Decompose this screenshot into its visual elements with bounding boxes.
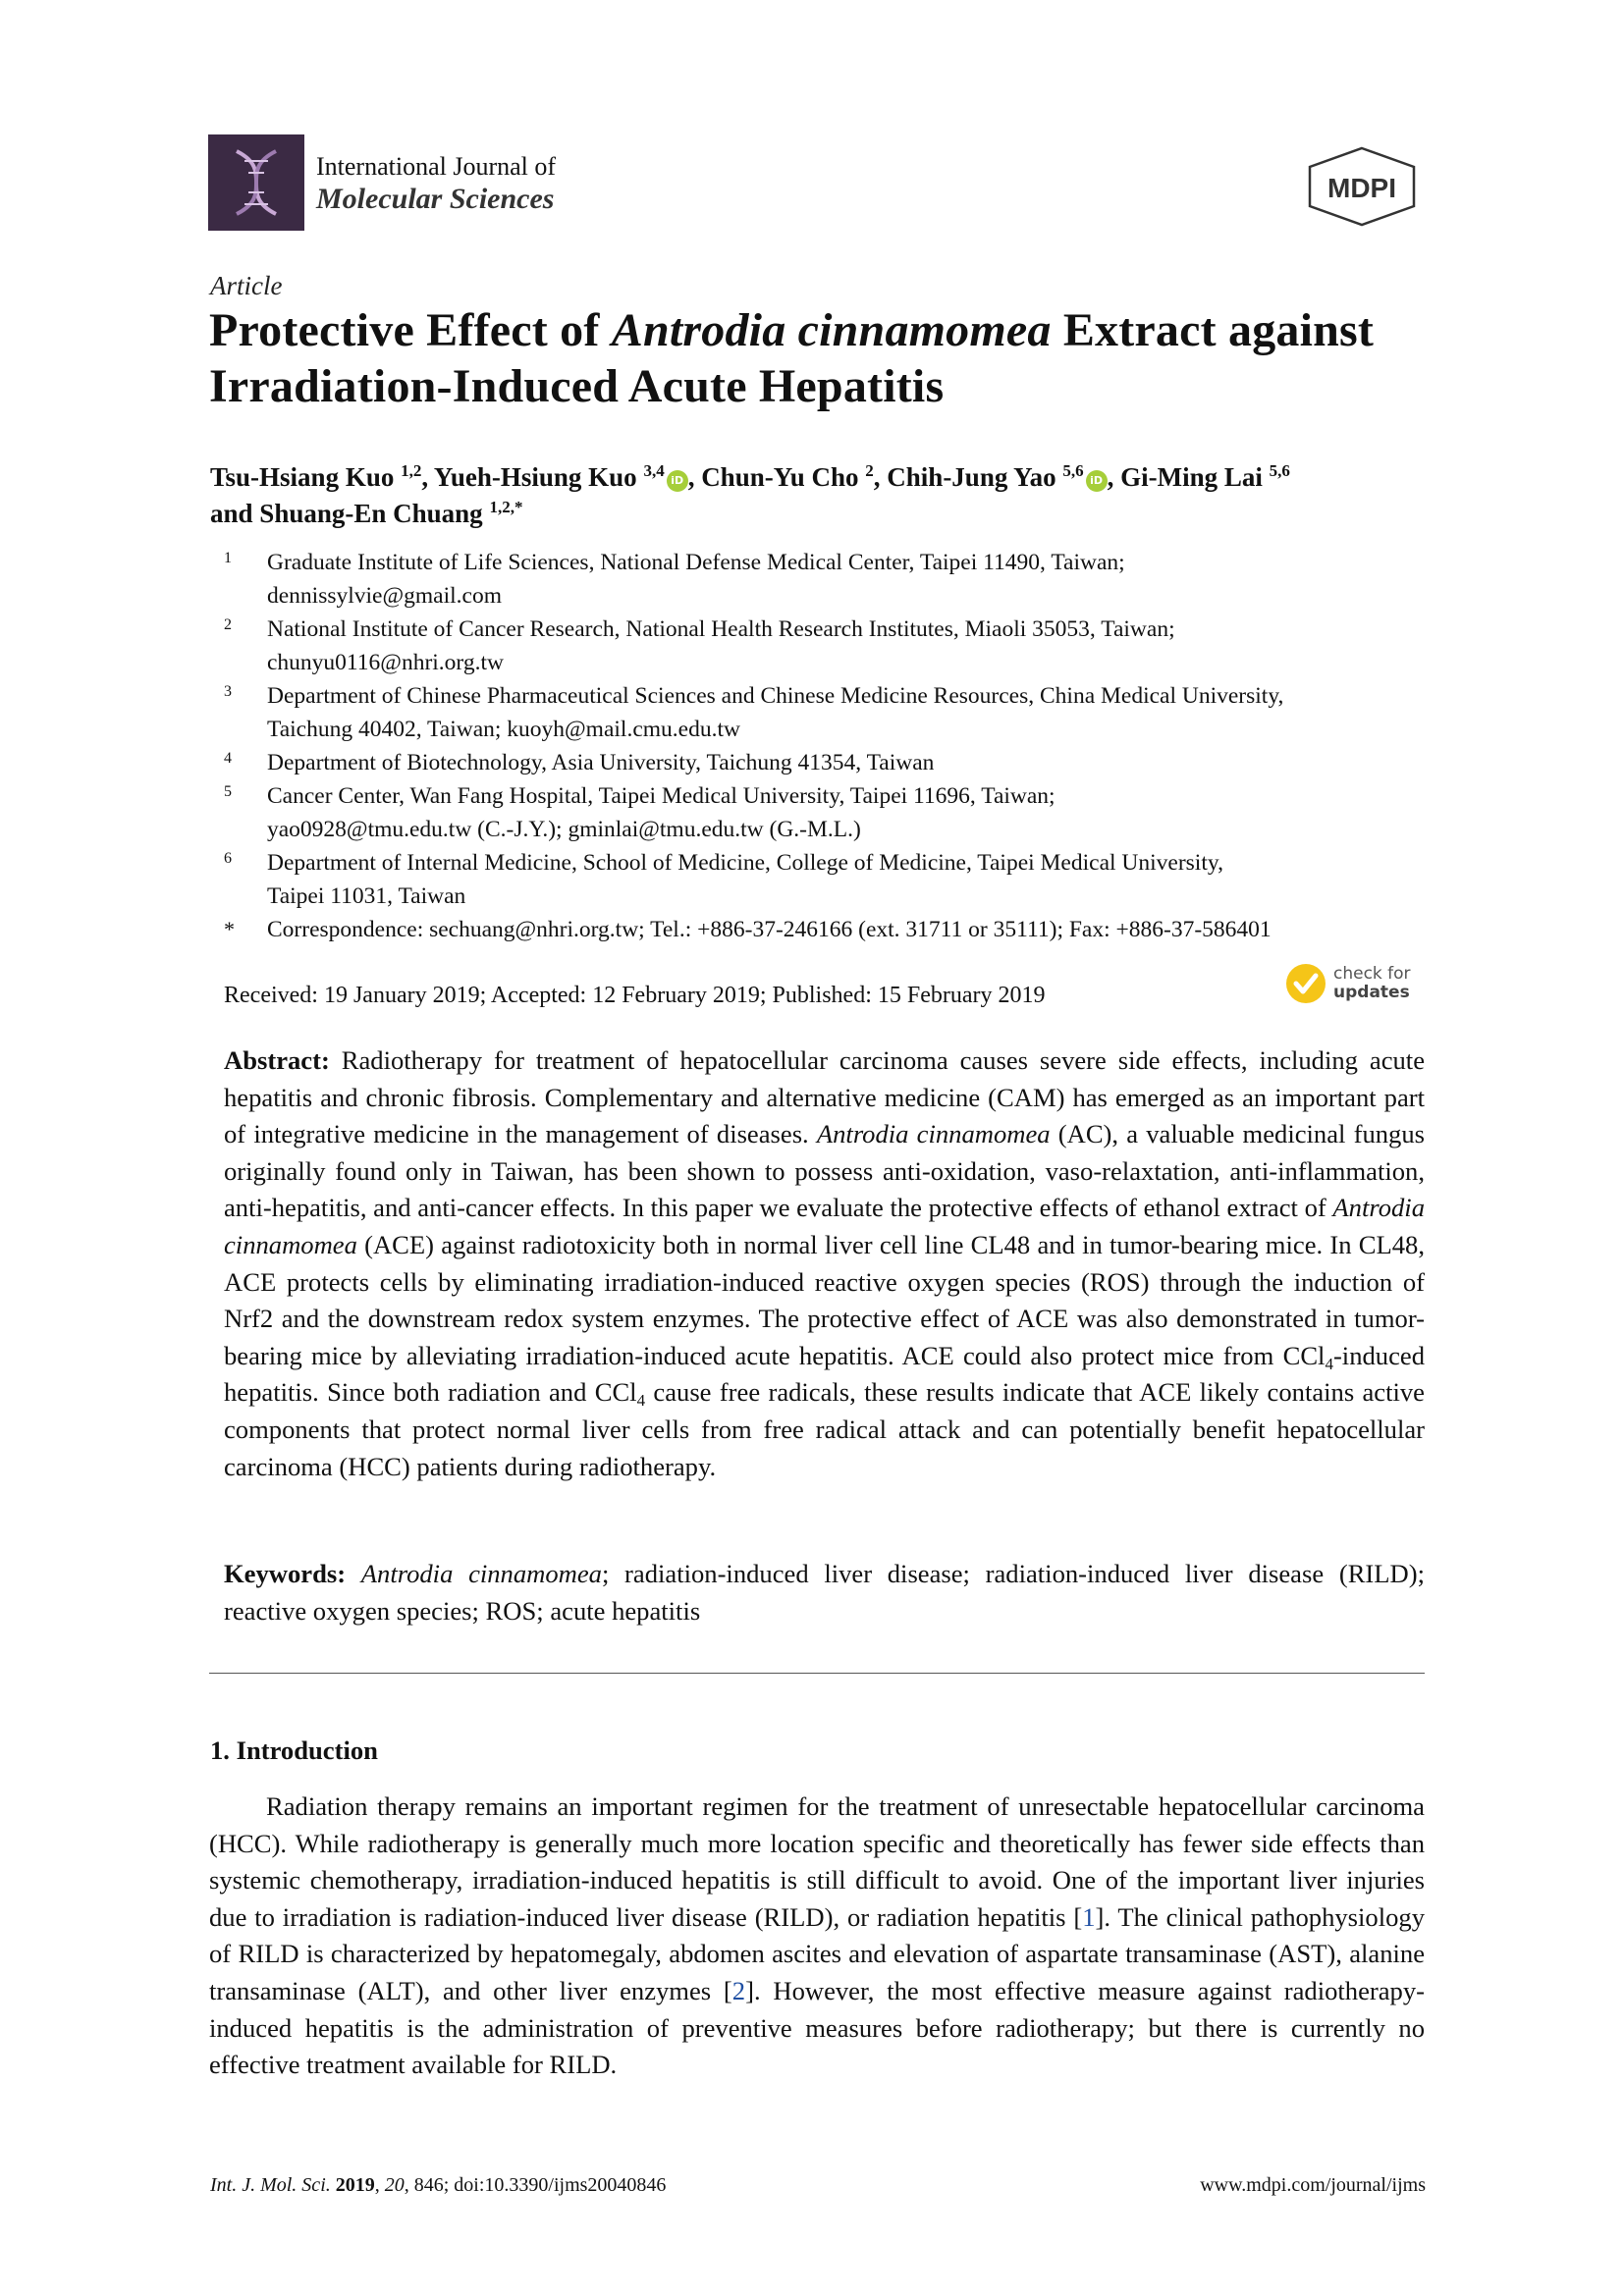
footer-doi: , 846; doi:10.3390/ijms20040846	[404, 2174, 667, 2196]
keywords	[224, 1556, 1425, 1629]
citation-link[interactable]: 1	[1082, 1901, 1096, 1932]
journal-logo	[208, 134, 556, 231]
title-part1: Protective Effect of	[209, 304, 612, 356]
author-affiliation-sup: 3,4	[643, 461, 665, 480]
citation-link[interactable]: 2	[731, 1975, 746, 2005]
affiliation-text-line2: dennissylvie@gmail.com	[267, 583, 502, 609]
orcid-icon[interactable]: iD	[1086, 470, 1108, 492]
check-updates-line2: updates	[1333, 983, 1410, 1002]
footer-year: 2019	[335, 2174, 375, 2196]
check-updates-line1: check for	[1333, 964, 1411, 984]
affiliation-text: Graduate Institute of Life Sciences, National Defense Medical Center, Taipei 11490, Taiwan;	[267, 550, 1125, 575]
check-for-updates-button[interactable]	[1284, 962, 1411, 1005]
affiliation-text-line2: Taichung 40402, Taiwan; kuoyh@mail.cmu.edu.tw	[267, 717, 740, 742]
author-name: Chih-Jung Yao	[887, 462, 1056, 492]
intro-text: Radiation therapy remains an important regimen for the treatment of unresectable hepatocellular carcinoma (HCC). While radiotherapy is generally much more location specific and theoretically has fewer side effects than systemic chemotherapy, irradiation-induced hepatitis is still difficult to avoid. One of the important liver injuries due to irradiation is radiation-induced liver disease (RILD), or radiation hepatitis [	[209, 1791, 1425, 1932]
mdpi-logo	[1304, 145, 1420, 228]
abstract-label: Abstract:	[224, 1045, 330, 1075]
checkmark-icon	[1284, 962, 1327, 1005]
affiliation-number: 6	[224, 850, 232, 867]
affiliations-list	[224, 546, 1441, 946]
affiliation-item	[224, 546, 1441, 613]
keywords-text: ; radiation-induced liver disease; radiation-induced liver disease (RILD); reactive oxygen species; ROS; acute hepatitis	[224, 1559, 1425, 1626]
journal-name-line2: Molecular Sciences	[316, 183, 555, 215]
section-divider	[209, 1673, 1425, 1674]
author-affiliation-sup: 1,2,*	[489, 498, 523, 516]
section-heading: 1. Introduction	[210, 1735, 378, 1765]
abstract-text: Radiotherapy for treatment of hepatocellular carcinoma causes severe side effects, including acute hepatitis and chronic fibrosis. Complementary and alternative medicine (CAM) has emerged as an important part of integrative medicine in the management of diseases.	[224, 1045, 1425, 1149]
footer-volume: 20	[384, 2174, 405, 2196]
correspondence-text: Correspondence: sechuang@nhri.org.tw; Tel.: +886-37-246166 (ext. 31711 or 35111); Fax: +886-37-586401	[267, 917, 1272, 942]
introduction-paragraph	[209, 1789, 1425, 2084]
author-name: Tsu-Hsiang Kuo	[210, 462, 395, 492]
title-part2: Extract against Irradiation-Induced Acute Hepatitis	[209, 304, 1375, 412]
author-name: Gi-Ming Lai	[1120, 462, 1263, 492]
author-name: Chun-Yu Cho	[701, 462, 859, 492]
author-list: Tsu-Hsiang Kuo $^{1,2}$, Yueh-Hsiung Kuo $^{3,4}$iD , Chun-Yu Cho $^2$, Chih-Jung Yao $^{5,6}$iD , Gi-Ming Lai $^{5,6}$ and Shuang-En Chuang $^{1,2,*}$	[210, 461, 1290, 528]
correspondence-mark: *	[224, 917, 235, 941]
affiliation-text: National Institute of Cancer Research, National Health Research Institutes, Miaoli 35053, Taiwan;	[267, 616, 1175, 642]
affiliation-text-line2: chunyu0116@nhri.org.tw	[267, 650, 504, 675]
author-name: Shuang-En Chuang	[259, 499, 483, 528]
intro-text: ]. However, the most effective measure against radiotherapy-induced hepatitis is the administration of preventive measures before radiotherapy; but there is currently no effective treatment available for RILD.	[209, 1975, 1425, 2080]
footer-journal-abbrev: Int. J. Mol. Sci.	[210, 2174, 331, 2196]
publication-dates: Received: 19 January 2019; Accepted: 12 February 2019; Published: 15 February 2019	[224, 983, 1046, 1008]
journal-name-line1: International Journal of	[316, 152, 557, 181]
abstract-text: (ACE) against radiotoxicity both in normal liver cell line CL48 and in tumor-bearing mice. In CL48, ACE protects cells by eliminating irradiation-induced reactive oxygen species (ROS) through the induction of Nrf2 and the downstream redox system enzymes. The protective effect of ACE was also demonstrated in tumor-bearing mice by alleviating irradiation-induced acute hepatitis. ACE could also protect mice from CCl	[224, 1229, 1425, 1370]
affiliation-text: Department of Internal Medicine, School of Medicine, College of Medicine, Taipei Medical University,	[267, 850, 1223, 876]
footer-journal-url[interactable]: www.mdpi.com/journal/ijms	[1200, 2174, 1426, 2196]
abstract-text: -induced hepatitis. Since both radiation and CCl	[224, 1340, 1425, 1408]
author-affiliation-sup: 2	[865, 461, 874, 480]
affiliation-text: Department of Biotechnology, Asia University, Taichung 41354, Taiwan	[267, 750, 935, 775]
abstract	[224, 1042, 1425, 1485]
author-affiliation-sup: 5,6	[1269, 461, 1290, 480]
affiliation-number: 2	[224, 616, 232, 633]
affiliation-number: 5	[224, 783, 232, 800]
author-affiliation-sup: 5,6	[1062, 461, 1084, 480]
footer-citation: Int. J. Mol. Sci. 2019, 20, 846; doi:10.3390/ijms20040846	[210, 2174, 667, 2196]
affiliation-item	[224, 679, 1441, 746]
author-name: Yueh-Hsiung Kuo	[433, 462, 637, 492]
correspondence-item	[224, 913, 1441, 946]
journal-name	[316, 150, 556, 215]
orcid-icon[interactable]: iD	[667, 470, 688, 492]
affiliation-text: Department of Chinese Pharmaceutical Sciences and Chinese Medicine Resources, China Medical University,	[267, 683, 1284, 709]
abstract-text: (AC), a valuable medicinal fungus originally found only in Taiwan, has been shown to possess anti-oxidation, vaso-relaxtation, anti-inflammation, anti-hepatitis, and anti-cancer effects. In this paper we evaluate the protective effects of ethanol extract of	[224, 1119, 1425, 1223]
keywords-label: Keywords:	[224, 1559, 347, 1588]
abstract-species: Antrodia cinnamomea	[224, 1193, 1425, 1259]
keywords-species: Antrodia cinnamomea	[360, 1559, 602, 1588]
abstract-subscript: 4	[636, 1391, 646, 1411]
author-affiliation-sup: 1,2	[401, 461, 422, 480]
affiliation-item	[224, 613, 1441, 679]
title-species: Antrodia cinnamomea	[611, 304, 1052, 356]
abstract-species: Antrodia cinnamomea	[816, 1119, 1051, 1149]
abstract-text: cause free radicals, these results indicate that ACE likely contains active components that protect normal liver cells from free radical attack and can potentially benefit hepatocellular carcinoma (HCC) patients during radiotherapy.	[224, 1377, 1425, 1481]
affiliation-item	[224, 846, 1441, 913]
affiliation-text: Cancer Center, Wan Fang Hospital, Taipei Medical University, Taipei 11696, Taiwan;	[267, 783, 1056, 809]
mdpi-logo-text: MDPI	[1327, 173, 1396, 203]
article-title	[209, 302, 1446, 414]
affiliation-item	[224, 746, 1441, 779]
affiliation-number: 1	[224, 550, 232, 566]
article-type: Article	[210, 271, 283, 300]
affiliation-number: 3	[224, 683, 232, 700]
affiliation-text-line2: yao0928@tmu.edu.tw (C.-J.Y.); gminlai@tmu.edu.tw (G.-M.L.)	[267, 817, 861, 842]
intro-text: ]. The clinical pathophysiology of RILD is characterized by hepatomegaly, abdomen ascites and elevation of aspartate transaminase (AST), alanine transaminase (ALT), and other liver enzymes [	[209, 1901, 1425, 2005]
dna-helix-icon	[208, 134, 304, 231]
affiliation-item	[224, 779, 1441, 846]
affiliation-text-line2: Taipei 11031, Taiwan	[267, 883, 466, 909]
affiliation-number: 4	[224, 750, 232, 767]
abstract-subscript: 4	[1325, 1354, 1333, 1373]
